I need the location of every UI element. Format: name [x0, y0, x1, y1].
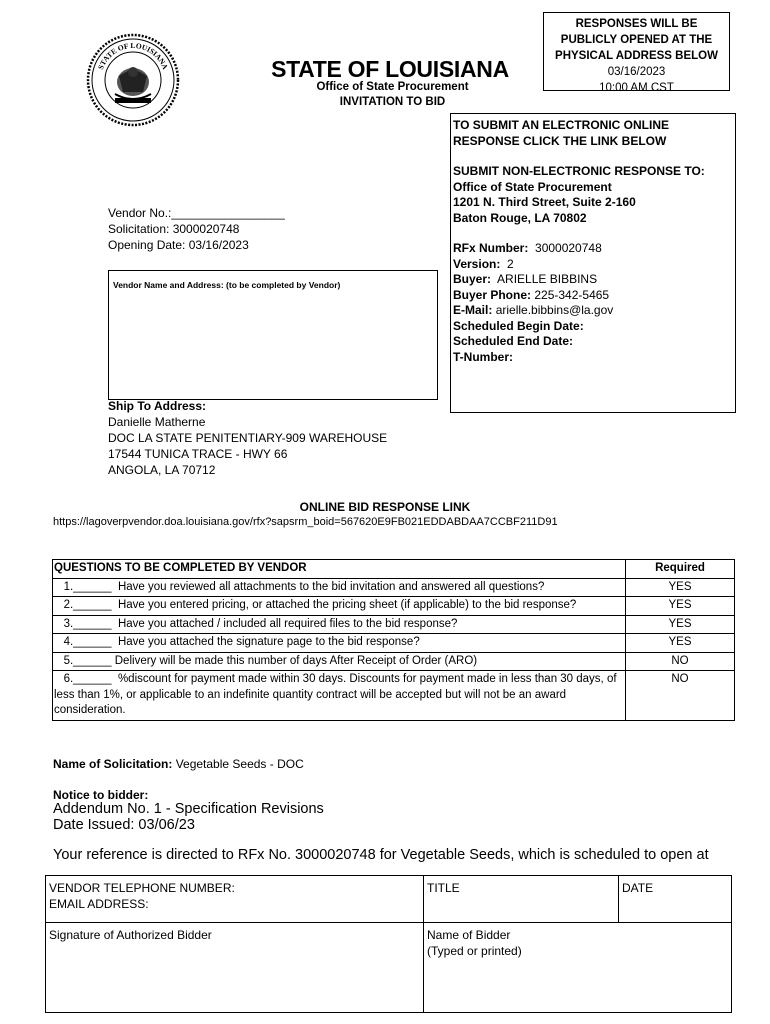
question-text: 3.______ Have you attached / included all required files to the bid response?: [53, 615, 626, 634]
question-required: YES: [626, 615, 735, 634]
ship-to-line-1: Danielle Matherne: [108, 415, 206, 429]
opening-line-1: RESPONSES WILL BE: [575, 18, 698, 30]
scheduled-end-date: Scheduled End Date:: [453, 334, 574, 348]
vendor-phone-label: VENDOR TELEPHONE NUMBER:: [49, 881, 235, 895]
opening-line-2: PUBLICLY OPENED AT THE: [560, 34, 713, 46]
table-row: [53, 634, 735, 653]
question-required: NO: [626, 671, 735, 721]
signature-field[interactable]: [46, 923, 424, 1013]
buyer-phone: Buyer Phone: 225-342-5465: [453, 287, 610, 302]
notice-to-bidder-label: Notice to bidder:: [53, 788, 149, 802]
question-required: YES: [626, 597, 735, 616]
title-field[interactable]: [424, 876, 619, 923]
ship-to-label: Ship To Address:: [108, 399, 207, 413]
question-required: YES: [626, 578, 735, 597]
buyer: Buyer: ARIELLE BIBBINS: [453, 272, 598, 286]
vendor-questions-table: [52, 559, 735, 721]
ship-to-address: [108, 398, 387, 478]
title-label: TITLE: [427, 881, 460, 895]
ship-to-line-4: ANGOLA, LA 70712: [108, 463, 216, 477]
solicitation-name: Name of Solicitation: Vegetable Seeds - DOC: [53, 757, 304, 771]
opening-notice-box: [543, 12, 730, 94]
address-line-3: Baton Rouge, LA 70802: [453, 210, 587, 225]
questions-header: QUESTIONS TO BE COMPLETED BY VENDOR: [53, 560, 626, 579]
online-bid-link-heading: ONLINE BID RESPONSE LINK: [299, 500, 471, 514]
question-required: NO: [626, 652, 735, 671]
online-bid-link[interactable]: https://lagoverpvendor.doa.louisiana.gov/rfx?sapsrm_boid=567620E9FB021EDDABDAA7CCBF211D91: [53, 516, 558, 528]
signature-table: [45, 875, 732, 1013]
document-type: INVITATION TO BID: [339, 96, 446, 108]
svg-text:STATE OF LOUISIANA: STATE OF LOUISIANA: [96, 40, 170, 71]
question-text: 4.______ Have you attached the signature page to the bid response?: [53, 634, 626, 653]
nonelectronic-heading: SUBMIT NON-ELECTRONIC RESPONSE TO:: [453, 164, 705, 178]
opening-line-3: PHYSICAL ADDRESS BELOW: [555, 50, 718, 62]
submission-info-box: [450, 113, 736, 413]
question-text: 2.______ Have you entered pricing, or attached the pricing sheet (if applicable) to the bid response?: [53, 597, 626, 616]
date-issued: Date Issued: 03/06/23: [53, 817, 195, 833]
address-line-2: 1201 N. Third Street, Suite 2-160: [453, 195, 636, 209]
opening-date-line: Opening Date: 03/16/2023: [108, 238, 249, 252]
t-number: T-Number:: [453, 349, 513, 364]
vendor-number[interactable]: Vendor No.:_________________: [108, 206, 285, 220]
vendor-name-address-field[interactable]: [108, 270, 438, 400]
state-seal: [85, 32, 181, 128]
opening-date: 03/16/2023: [607, 66, 666, 78]
page-title: STATE OF LOUISIANA: [271, 56, 509, 82]
required-header: Required: [626, 560, 735, 579]
electronic-line-2: RESPONSE CLICK THE LINK BELOW: [453, 133, 667, 148]
question-text: 5.______ Delivery will be made this number of days After Receipt of Order (ARO): [53, 652, 626, 671]
electronic-line-1: TO SUBMIT AN ELECTRONIC ONLINE: [453, 118, 669, 132]
question-required: YES: [626, 634, 735, 653]
table-row: [53, 671, 735, 721]
office-name: Office of State Procurement: [316, 81, 469, 93]
bidder-name-field[interactable]: [424, 923, 732, 1013]
table-header-row: [53, 560, 735, 579]
table-row: [53, 652, 735, 671]
address-line-1: Office of State Procurement: [453, 179, 612, 194]
table-row: [53, 597, 735, 616]
bidder-name-sub-label: (Typed or printed): [427, 944, 522, 958]
solicitation-number: Solicitation: 3000020748: [108, 222, 240, 236]
table-row: [46, 876, 732, 923]
addendum-info: [53, 801, 324, 833]
table-row: [53, 578, 735, 597]
bidder-name-label: Name of Bidder: [427, 928, 511, 942]
opening-time: 10:00 AM CST: [599, 82, 674, 94]
vendor-contact-field[interactable]: [46, 876, 424, 923]
reference-text: Your reference is directed to RFx No. 3000020748 for Vegetable Seeds, which is scheduled to open at: [53, 847, 709, 863]
ship-to-line-3: 17544 TUNICA TRACE - HWY 66: [108, 447, 288, 461]
vendor-name-address-label: Vendor Name and Address: (to be completed by Vendor): [113, 280, 341, 290]
buyer-email: E-Mail: arielle.bibbins@la.gov: [453, 303, 614, 317]
date-label: DATE: [622, 881, 654, 895]
date-field[interactable]: [619, 876, 732, 923]
question-text: 1.______ Have you reviewed all attachments to the bid invitation and answered all questions?: [53, 578, 626, 597]
question-text: 6.______ %discount for payment made within 30 days. Discounts for payment made in less than 30 days, of less than 1%, or applicable to an indefinite quantity contract will be accepted but will not be an award consideration.: [53, 671, 626, 721]
vendor-info: [108, 205, 285, 253]
version: Version: 2: [453, 256, 514, 271]
rfx-number: RFx Number: 3000020748: [453, 241, 602, 255]
scheduled-begin-date: Scheduled Begin Date:: [453, 318, 584, 333]
table-row: [46, 923, 732, 1013]
table-row: [53, 615, 735, 634]
email-address-label: EMAIL ADDRESS:: [49, 897, 149, 911]
ship-to-line-2: DOC LA STATE PENITENTIARY-909 WAREHOUSE: [108, 431, 388, 445]
addendum-title: Addendum No. 1 - Specification Revisions: [53, 801, 324, 817]
signature-label: Signature of Authorized Bidder: [49, 928, 212, 942]
